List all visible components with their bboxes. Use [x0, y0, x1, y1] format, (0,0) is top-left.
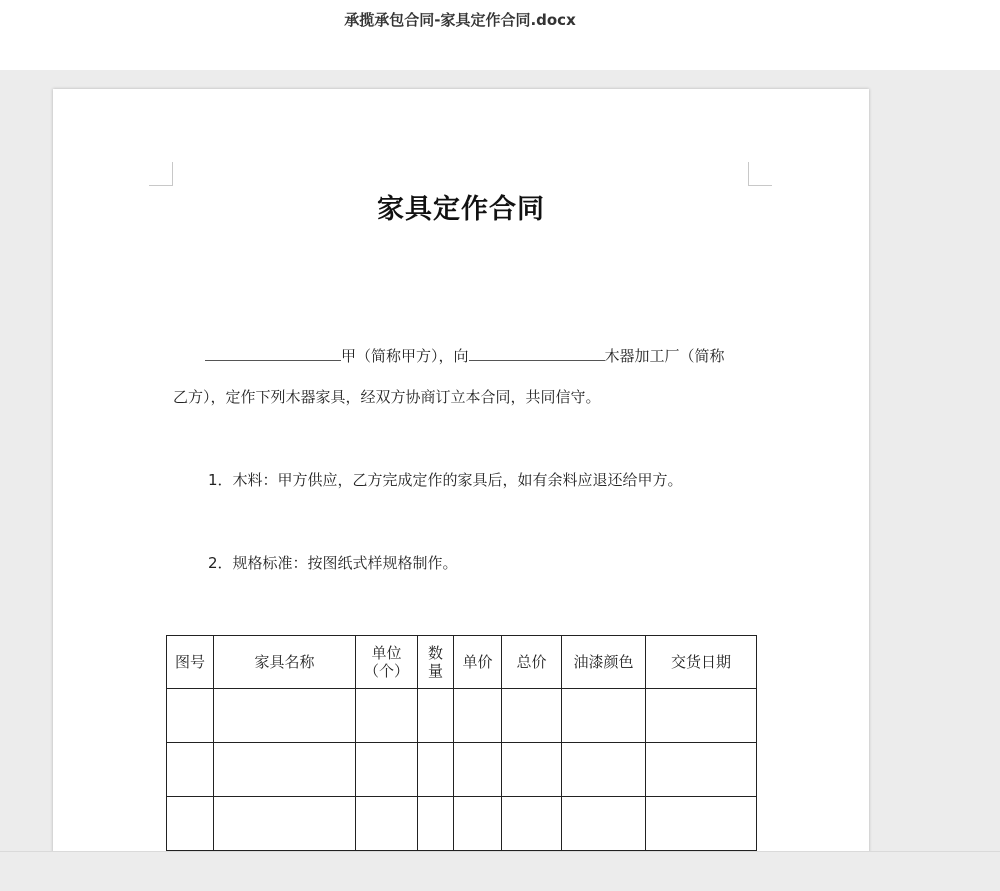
header-unit: 单位 （个）: [356, 636, 418, 689]
table-cell[interactable]: [418, 743, 454, 797]
table-cell[interactable]: [356, 743, 418, 797]
furniture-table: [166, 635, 757, 851]
table-cell[interactable]: [214, 689, 356, 743]
intro-line-1: [205, 344, 725, 366]
intro-text-1: 甲（简称甲方），向: [341, 347, 469, 365]
table-cell[interactable]: [562, 689, 646, 743]
table-cell[interactable]: [502, 743, 562, 797]
file-title: 承揽承包合同-家具定作合同.docx: [344, 11, 576, 29]
table-cell[interactable]: [454, 797, 502, 851]
table-row: [167, 743, 757, 797]
table-cell[interactable]: [454, 689, 502, 743]
table-cell[interactable]: [356, 797, 418, 851]
table-cell[interactable]: [502, 797, 562, 851]
table-cell[interactable]: [167, 743, 214, 797]
margin-corner-top-left: [149, 162, 173, 186]
header-total: 总价: [502, 636, 562, 689]
table-cell[interactable]: [454, 743, 502, 797]
bottom-bar: [0, 851, 1000, 891]
table-cell[interactable]: [562, 797, 646, 851]
clause-1: 1．木料：甲方供应，乙方完成定作的家具后，如有余料应退还给甲方。: [208, 471, 683, 489]
table-cell[interactable]: [356, 689, 418, 743]
header-paint-color: 油漆颜色: [562, 636, 646, 689]
table-cell[interactable]: [646, 743, 757, 797]
table-header-row: [167, 636, 757, 689]
document-page[interactable]: [53, 89, 869, 869]
blank-party-a: [205, 344, 341, 361]
table-cell[interactable]: [418, 689, 454, 743]
intro-line-2: 乙方），定作下列木器家具，经双方协商订立本合同，共同信守。: [173, 388, 601, 406]
header-delivery-date: 交货日期: [646, 636, 757, 689]
header-drawing-no: 图号: [167, 636, 214, 689]
table-row: [167, 689, 757, 743]
table-cell[interactable]: [502, 689, 562, 743]
clause-2: 2．规格标准：按图纸式样规格制作。: [208, 554, 458, 572]
blank-party-b: [469, 344, 605, 361]
header-quantity: 数 量: [418, 636, 454, 689]
table-cell[interactable]: [418, 797, 454, 851]
table-cell[interactable]: [646, 797, 757, 851]
table-cell[interactable]: [646, 689, 757, 743]
table-cell[interactable]: [167, 689, 214, 743]
margin-corner-top-right: [748, 162, 772, 186]
header-furniture-name: 家具名称: [214, 636, 356, 689]
table-cell[interactable]: [562, 743, 646, 797]
table-cell[interactable]: [214, 743, 356, 797]
table-row: [167, 797, 757, 851]
table-cell[interactable]: [167, 797, 214, 851]
document-title: 家具定作合同: [377, 194, 545, 225]
intro-text-2: 木器加工厂（简称: [604, 347, 725, 365]
header-unit-price: 单价: [454, 636, 502, 689]
title-bar: [0, 0, 1000, 70]
table-cell[interactable]: [214, 797, 356, 851]
